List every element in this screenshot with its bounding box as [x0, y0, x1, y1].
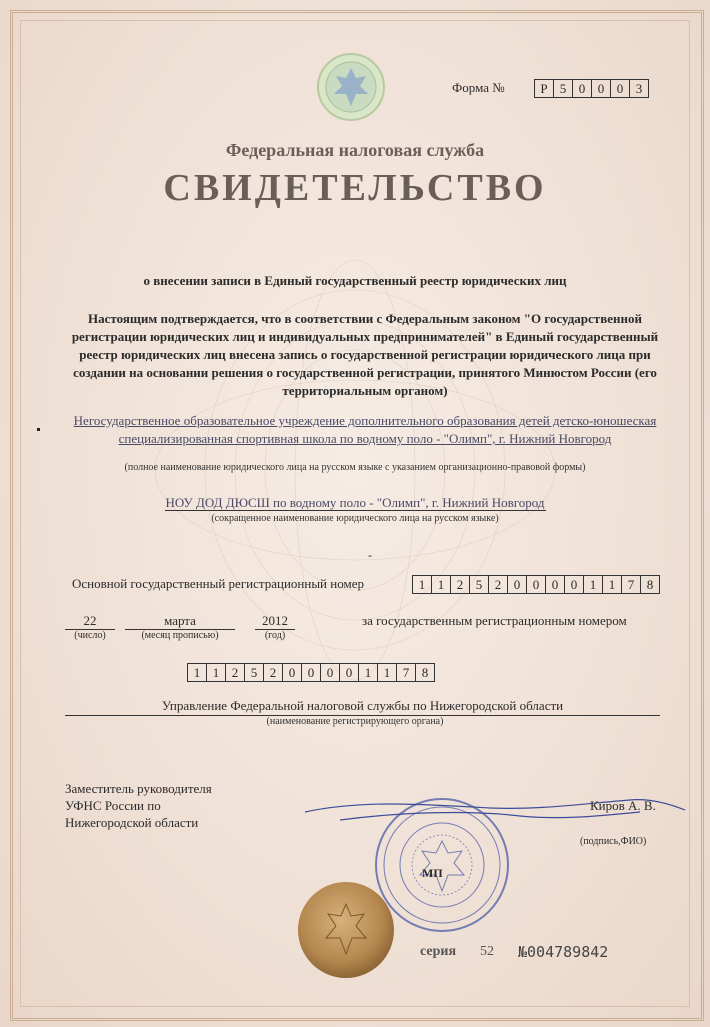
- entity-short-name: [0, 495, 710, 511]
- signature-note: (подпись,ФИО): [580, 836, 647, 847]
- reg-cell: 1: [377, 663, 397, 682]
- entity-full-name-note: (полное наименование юридического лица на русском языке с указанием организационно-правовой формы): [124, 462, 586, 473]
- series-number: 52: [480, 944, 494, 959]
- forma-cell: 0: [572, 79, 592, 98]
- reg-cell: 0: [301, 663, 321, 682]
- reg-cell: 0: [282, 663, 302, 682]
- forma-cell: 5: [553, 79, 573, 98]
- ogrn-cell: 7: [621, 575, 641, 594]
- confirmation-text: Настоящим подтверждается, что в соответствии с Федеральным законом "О государственной регистрации юридических лиц и индивидуальных предпринимателей" в Единый государственный реестр юридических лиц внесена запись о государственной регистрации юридического лица при создании на основании решения о государственной регистрации, принятого Минюстом России (его территориальным органом): [71, 311, 659, 398]
- entity-full-name: [65, 412, 665, 448]
- ogrn-cell: 2: [450, 575, 470, 594]
- reg-cell: 1: [206, 663, 226, 682]
- ogrn-label: Основной государственный регистрационный номер: [72, 576, 364, 591]
- reg-cell: 5: [244, 663, 264, 682]
- ogrn-cell: 0: [564, 575, 584, 594]
- registration-number-label: за государственным регистрационным номером: [362, 613, 627, 628]
- ogrn-cell: 1: [412, 575, 432, 594]
- date-month-label: (месяц прописью): [141, 630, 219, 641]
- reg-cell: 7: [396, 663, 416, 682]
- entity-full-name-text: Негосударственное образовательное учреждение дополнительного образования детей детско-юношеская специализированная спортивная школа по водному поло - "Олимп", г. Нижний Новгород: [73, 413, 657, 446]
- certificate-title: СВИДЕТЕЛЬСТВО: [163, 167, 547, 209]
- ogrn-cell: 0: [545, 575, 565, 594]
- date-day-label: (число): [74, 630, 106, 641]
- series-label: серия: [420, 944, 457, 959]
- registering-authority-note: (наименование регистрирующего органа): [266, 716, 444, 727]
- registration-number-cells: [188, 663, 435, 682]
- agency-name: Федеральная налоговая служба: [225, 140, 485, 160]
- reg-cell: 2: [263, 663, 283, 682]
- ogrn-cell: 2: [488, 575, 508, 594]
- date-day: 22: [65, 613, 115, 630]
- ogrn-cell: 1: [583, 575, 603, 594]
- reg-cell: 0: [339, 663, 359, 682]
- entity-short-name-text: НОУ ДОД ДЮСШ по водному поло - "Олимп", г. Нижний Новгород: [165, 495, 545, 510]
- signatory-name: Киров А. В.: [590, 798, 656, 813]
- reg-cell: 8: [415, 663, 435, 682]
- forma-cell: 0: [610, 79, 630, 98]
- stamp-place-label: МП: [422, 866, 443, 880]
- reg-cell: 2: [225, 663, 245, 682]
- ogrn-cells: [413, 575, 660, 594]
- signatory-title: [65, 780, 212, 831]
- hologram-emblem-icon: [316, 52, 386, 122]
- date-year-label: (год): [264, 630, 286, 641]
- signatory-title-line: Нижегородской области: [65, 815, 199, 830]
- reg-cell: 1: [187, 663, 207, 682]
- ogrn-cell: 0: [507, 575, 527, 594]
- reg-cell: 0: [320, 663, 340, 682]
- date-month: марта: [125, 613, 235, 630]
- empty-field-dash: -: [368, 548, 372, 562]
- ogrn-cell: 5: [469, 575, 489, 594]
- signatory-title-line: УФНС России по: [65, 798, 161, 813]
- signatory-title-line: Заместитель руководителя: [65, 781, 212, 796]
- ogrn-cell: 8: [640, 575, 660, 594]
- forma-number-cells: [535, 79, 649, 98]
- serial-number: №004789842: [518, 943, 609, 961]
- forma-label: Форма №: [452, 80, 505, 95]
- certificate-subtitle: о внесении записи в Единый государственный реестр юридических лиц: [143, 273, 567, 288]
- date-year: 2012: [255, 613, 295, 630]
- gold-seal-icon: [296, 880, 396, 980]
- margin-dot: [37, 428, 40, 431]
- reg-cell: 1: [358, 663, 378, 682]
- forma-cell: 3: [629, 79, 649, 98]
- forma-cell: 0: [591, 79, 611, 98]
- entity-short-name-note: (сокращенное наименование юридического лица на русском языке): [211, 513, 499, 524]
- ogrn-cell: 0: [526, 575, 546, 594]
- ogrn-cell: 1: [602, 575, 622, 594]
- registering-authority-name: Управление Федеральной налоговой службы по Нижегородской области: [65, 698, 660, 716]
- ogrn-cell: 1: [431, 575, 451, 594]
- forma-cell: Р: [534, 79, 554, 98]
